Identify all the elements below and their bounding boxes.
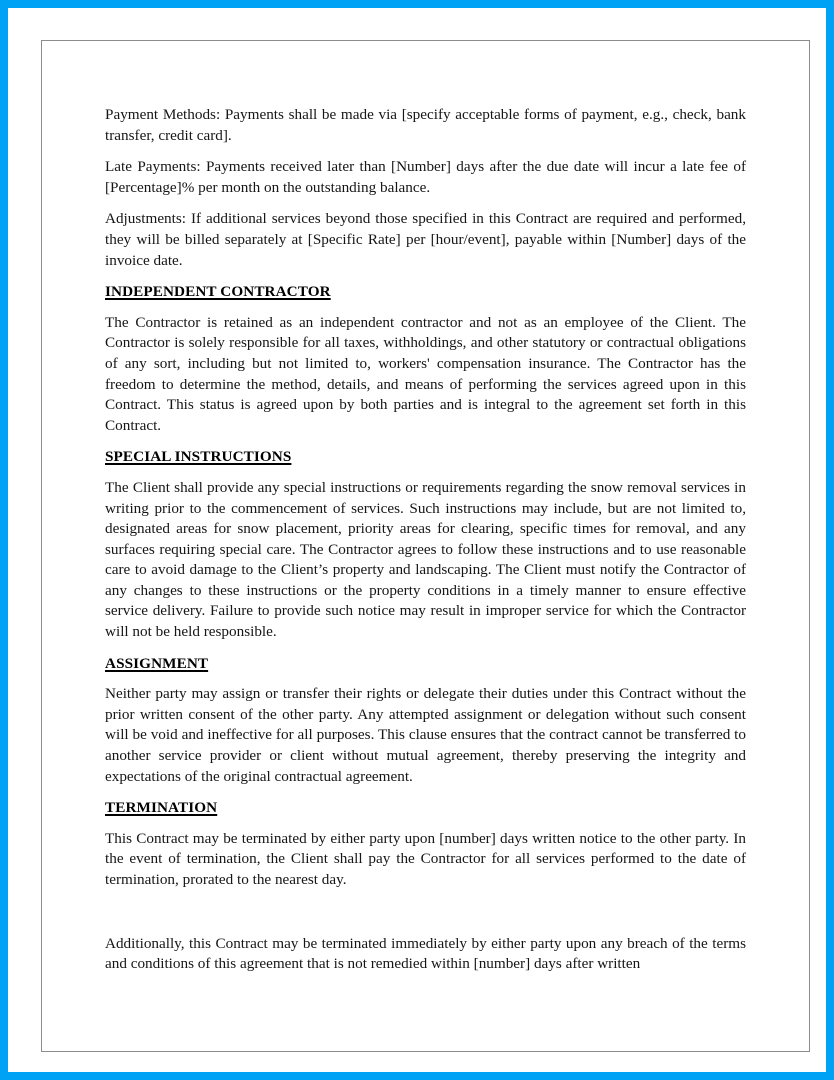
paragraph-special-instructions: The Client shall provide any special instructions or requirements regarding the snow removal services in writing prior to the commencement of services. Such instructions may include, but are not limited to, designated areas for snow placement, priority areas for clearing, specific times for removal, and any surfaces requiring special care. The Contractor agrees to follow these instructions and to use reasonable care to avoid damage to the Client’s property and landscaping. The Client must notify the Contractor of any changes to these instructions or the property conditions in a timely manner to ensure effective service delivery. Failure to provide such notice may result in improper service for which the Contractor will not be held responsible. — [105, 478, 746, 641]
heading-termination — [105, 798, 746, 819]
paragraph-independent-contractor: The Contractor is retained as an independent contractor and not as an employee of the Client. The Contractor is solely responsible for all taxes, withholdings, and other statutory or contractual obligations of any sort, including but not limited to, workers' compensation insurance. The Contractor has the freedom to determine the method, details, and means of performing the services agreed upon in this Contract. This status is agreed upon by both parties and is integral to the agreement set forth in this Contract. — [105, 313, 746, 434]
paragraph-payment-methods: Payment Methods: Payments shall be made via [specify acceptable forms of payment, e.g., check, bank transfer, credit card]. — [105, 106, 746, 144]
paragraph-adjustments: Adjustments: If additional services beyond those specified in this Contract are required and performed, they will be billed separately at [Specific Rate] per [hour/event], payable within [Number] days of the invoice date. — [105, 210, 746, 269]
paragraph-termination-notice: This Contract may be terminated by either party upon [number] days written notice to the other party. In the event of termination, the Client shall pay the Contractor for all services performed to the date of termination, prorated to the nearest day. — [105, 829, 746, 888]
heading-special-instructions-text: SPECIAL INSTRUCTIONS — [105, 448, 292, 466]
heading-independent-contractor-text: INDEPENDENT CONTRACTOR — [105, 283, 331, 301]
heading-independent-contractor — [105, 282, 746, 303]
heading-special-instructions — [105, 447, 746, 468]
paragraph-late-payments: Late Payments: Payments received later than [Number] days after the due date will incur a late fee of [Percentage]% per month on the outstanding balance. — [105, 158, 746, 196]
heading-termination-text: TERMINATION — [105, 799, 218, 817]
document-text-column — [105, 105, 746, 975]
document-page-sheet — [41, 40, 810, 1052]
heading-assignment — [105, 654, 746, 675]
paragraph-assignment: Neither party may assign or transfer their rights or delegate their duties under this Contract without the prior written consent of the other party. Any attempted assignment or delegation without such consent will be void and ineffective for all purposes. This clause ensures that the contract cannot be transferred to another service provider or client without mutual agreement, thereby preserving the integrity and expectations of the original contractual agreement. — [105, 685, 746, 785]
paragraph-blank-spacer — [105, 902, 746, 934]
paragraph-termination-breach: Additionally, this Contract may be terminated immediately by either party upon any breach of the terms and conditions of this agreement that is not remedied within [number] days after written — [105, 934, 746, 973]
heading-assignment-text: ASSIGNMENT — [105, 654, 209, 672]
